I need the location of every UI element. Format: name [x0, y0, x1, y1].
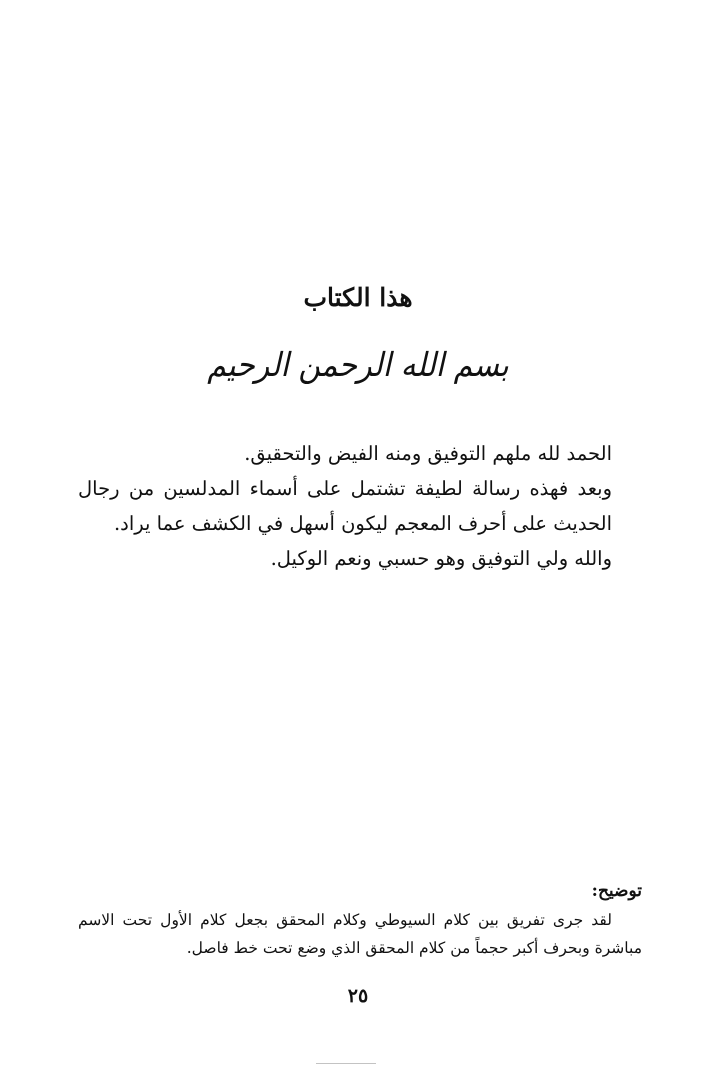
page-title: هذا الكتاب	[303, 283, 413, 312]
paragraph-praise: الحمد لله ملهم التوفيق ومنه الفيض والتحقيق.	[244, 442, 612, 465]
footnote-block	[78, 876, 642, 962]
note-text	[78, 906, 642, 962]
basmala-text: بسم الله الرحمن الرحيم	[207, 346, 509, 385]
note-heading: توضيح:	[591, 881, 642, 901]
paragraph-description: وبعد فهذه رسالة لطيفة تشتمل على أسماء المدلسين من رجال الحديث على أحرف المعجم ليكون أسهل في الكشف عما يراد.	[78, 477, 612, 535]
introduction-text	[78, 436, 642, 576]
scan-divider	[316, 1063, 376, 1064]
basmala-calligraphy	[0, 348, 716, 383]
note-body: لقد جرى تفريق بين كلام السيوطي وكلام المحقق بجعل كلام الأول تحت الاسم مباشرة وبحرف أكبر حجماً من كلام المحقق الذي وضع تحت خط فاصل.	[78, 911, 642, 957]
paragraph-closing: والله ولي التوفيق وهو حسبي ونعم الوكيل.	[270, 547, 612, 570]
page-number: ٢٥	[347, 985, 369, 1007]
